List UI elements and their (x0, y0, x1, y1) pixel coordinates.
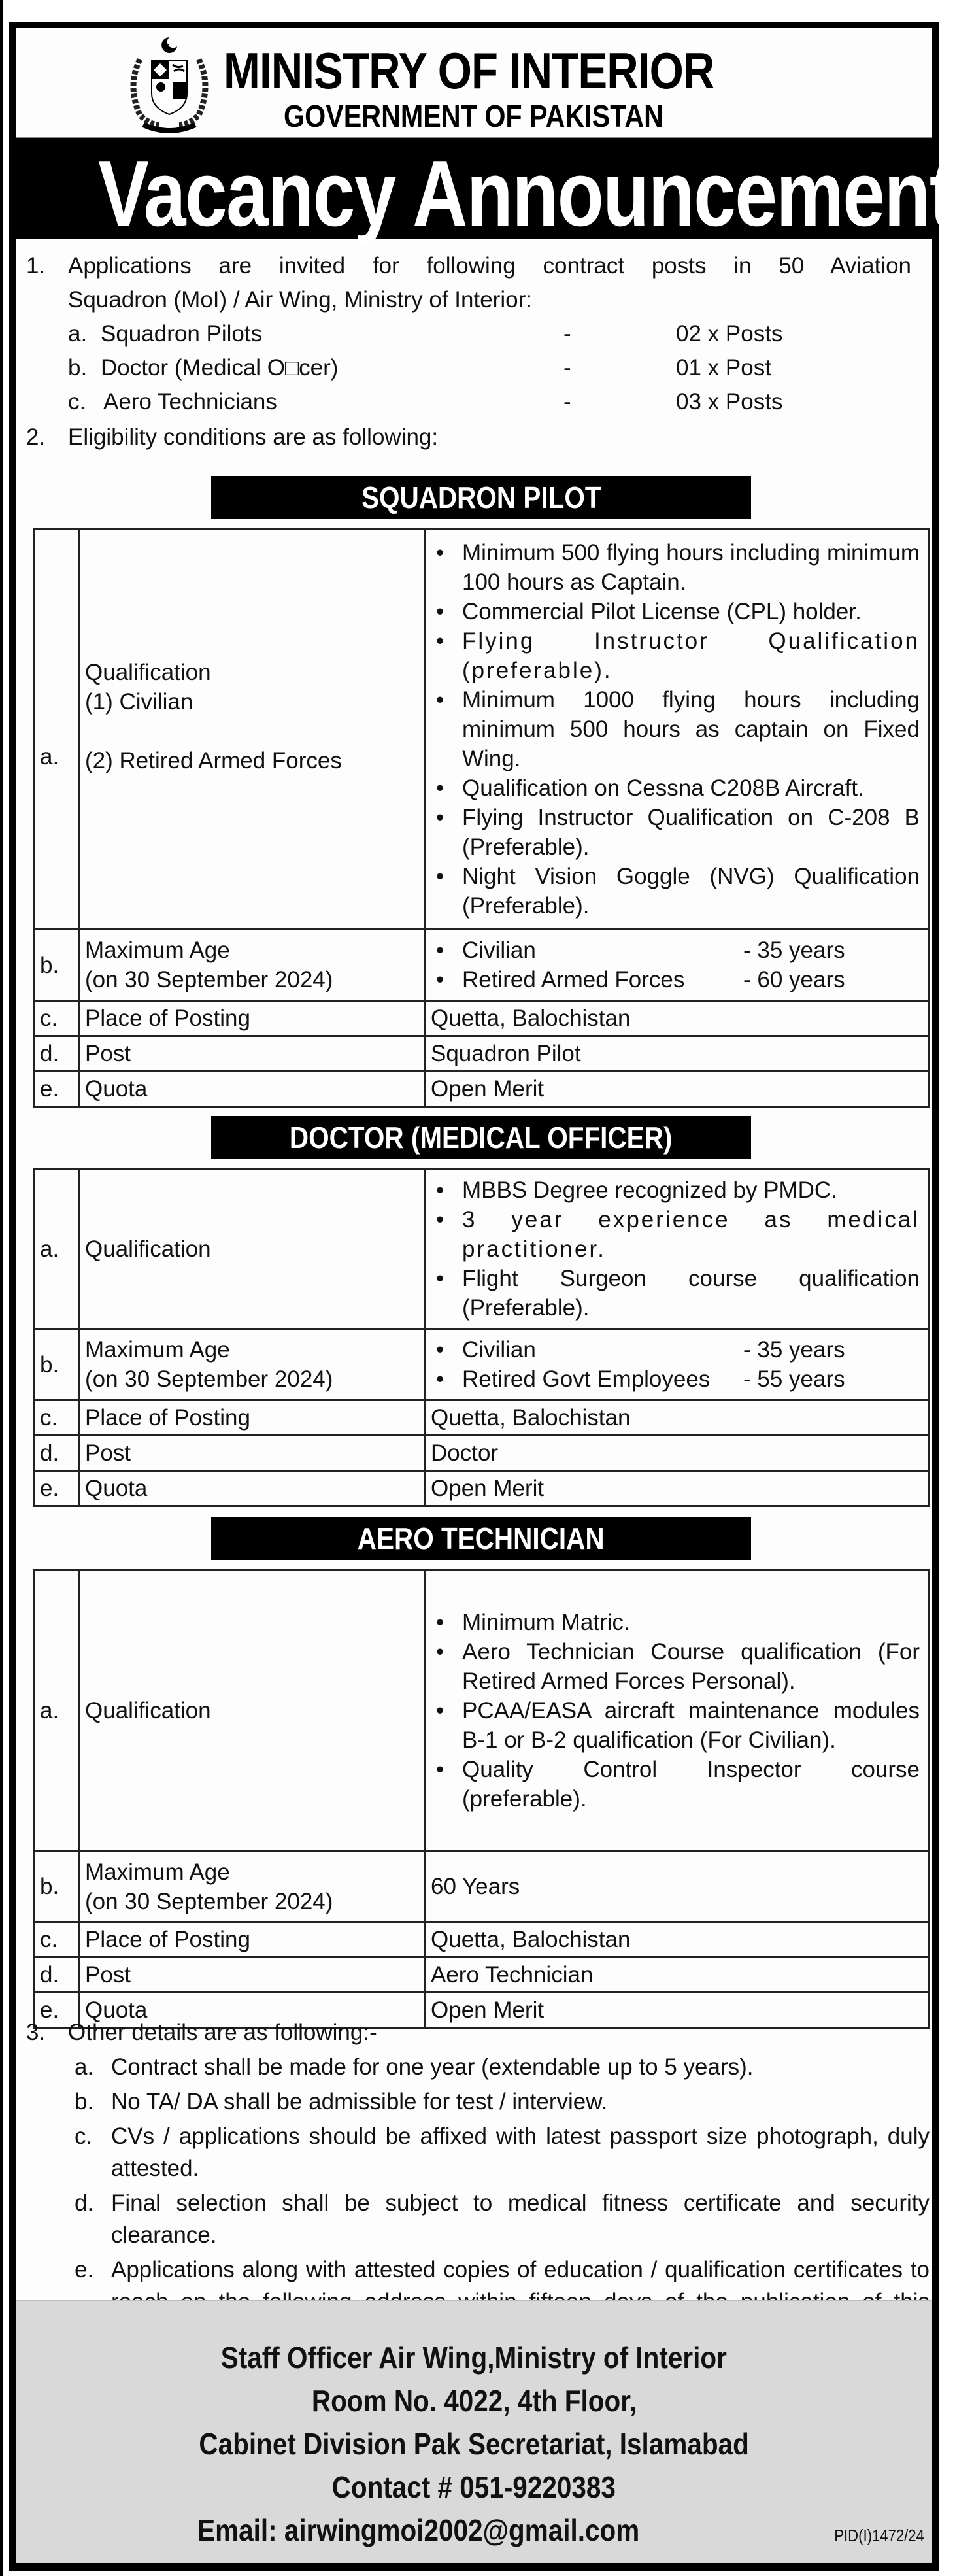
row-label: Quota (79, 1993, 425, 2028)
table-row (34, 1436, 929, 1471)
row-label (79, 930, 425, 1001)
age-category: • Civilian (462, 938, 536, 963)
row-value: Doctor (425, 1436, 929, 1471)
row-letter: e. (34, 1471, 79, 1506)
pid-reference: PID(I)1472/24 (834, 2526, 924, 2545)
para-2-number: 2. (26, 424, 46, 450)
item-text: Applications along with attested copies of education / qualification certificates to (111, 2257, 930, 2282)
list-item (33, 2086, 930, 2118)
list-item: • Night Vision Goggle (NVG) Qualification (Preferable). (431, 862, 920, 921)
row-letter: c. (34, 1001, 79, 1036)
para-2-text: Eligibility conditions are as following: (68, 424, 439, 450)
section-title: AERO TECHNICIAN (358, 1521, 605, 1555)
age-limit: - 55 years (743, 1366, 845, 1392)
section-header-squadron-pilot (211, 476, 751, 519)
list-item: • Minimum 500 flying hours including minimum 100 hours as Captain. (431, 538, 920, 597)
advertisement-frame (9, 22, 954, 2571)
government-subtitle: GOVERNMENT OF PAKISTAN (284, 99, 663, 134)
post-letter: a. (68, 321, 88, 347)
row-label: Place of Posting (79, 1001, 425, 1036)
table-row (34, 1329, 929, 1400)
label-line: (on 30 September 2024) (85, 1888, 333, 1914)
table-row (34, 1400, 929, 1436)
age-list (431, 1335, 920, 1394)
section-header-aero-technician (211, 1517, 751, 1560)
list-item: • Flight Surgeon course qualification (Preferable). (431, 1264, 920, 1323)
row-letter: c. (34, 1400, 79, 1436)
page-edge-line (0, 0, 3, 2576)
table-row (34, 530, 929, 930)
row-letter: d. (34, 1957, 79, 1993)
row-value (425, 530, 929, 930)
row-value: Quetta, Balochistan (425, 1922, 929, 1957)
row-value: Quetta, Balochistan (425, 1001, 929, 1036)
item-letter: c. (75, 2124, 93, 2149)
age-category: • Civilian (462, 1337, 536, 1363)
contact-email (16, 2512, 932, 2549)
vacancy-title: Vacancy Announcement (98, 142, 954, 246)
address-line (16, 2382, 932, 2419)
row-letter: b. (34, 930, 79, 1001)
row-label: Place of Posting (79, 1400, 425, 1436)
para-1-line-1: Applications are invited for following contract posts in 50 Aviation (68, 253, 911, 279)
list-item: • Flying Instructor Qualification (preferable). (431, 626, 920, 685)
list-item: • Minimum Matric. (431, 1608, 920, 1637)
contact-address-box (16, 2300, 932, 2563)
list-item (33, 2187, 930, 2251)
post-dash: - (563, 355, 571, 381)
row-value (425, 1570, 929, 1852)
qualification-list (431, 1176, 920, 1323)
section-title: SQUADRON PILOT (361, 481, 601, 515)
row-value: Open Merit (425, 1993, 929, 2028)
list-item: • PCAA/EASA aircraft maintenance modules B-1 or B-2 qualification (For Civilian). (431, 1696, 920, 1755)
post-count: 02 x Posts (676, 321, 783, 347)
doctor-table (33, 1168, 930, 1507)
row-label: Qualification (79, 1570, 425, 1852)
label-line: Maximum Age (85, 1337, 230, 1363)
label-line: (on 30 September 2024) (85, 967, 333, 992)
section-title: DOCTOR (MEDICAL OFFICER) (290, 1121, 673, 1155)
list-item (33, 2051, 930, 2083)
post-count: 01 x Post (676, 355, 771, 381)
age-category: • Retired Govt Employees (462, 1366, 711, 1392)
post-letter: c. (68, 389, 86, 415)
label-line: (2) Retired Armed Forces (85, 748, 342, 773)
item-letter: b. (75, 2089, 94, 2114)
post-name: Squadron Pilots (101, 321, 263, 347)
row-label: Quota (79, 1471, 425, 1506)
row-letter: e. (34, 1993, 79, 2028)
list-item (33, 2120, 930, 2184)
row-letter: a. (34, 1570, 79, 1852)
address-spacer (16, 2301, 932, 2339)
row-letter: d. (34, 1036, 79, 1072)
para-1-line-2: Squadron (MoI) / Air Wing, Ministry of Interior: (68, 287, 532, 313)
item-text: No TA/ DA shall be admissible for test / interview. (111, 2089, 608, 2114)
row-value (425, 1329, 929, 1400)
post-name: Doctor (Medical O□cer) (101, 355, 339, 381)
contact-phone (16, 2469, 932, 2505)
post-dash: - (563, 321, 571, 347)
age-category: • Retired Armed Forces (462, 967, 685, 992)
address-text: Cabinet Division Pak Secretariat, Islamabad (199, 2427, 749, 2461)
row-label (79, 530, 425, 930)
table-row (34, 1072, 929, 1107)
row-letter: b. (34, 1329, 79, 1400)
post-count: 03 x Posts (676, 389, 783, 415)
ministry-header (16, 28, 932, 138)
row-value: Aero Technician (425, 1957, 929, 1993)
list-item: • 3 year experience as medical practitioner. (431, 1205, 920, 1264)
row-label: Qualification (79, 1170, 425, 1329)
row-label: Quota (79, 1072, 425, 1107)
table-row (34, 1570, 929, 1852)
row-letter: e. (34, 1072, 79, 1107)
state-emblem-icon (120, 33, 218, 138)
squadron-pilot-table (33, 528, 930, 1108)
advertisement-body (16, 28, 954, 2563)
aero-technician-table (33, 1569, 930, 2029)
item-letter: d. (75, 2190, 94, 2216)
row-value: Quetta, Balochistan (425, 1400, 929, 1436)
row-label (79, 1852, 425, 1922)
item-text: CVs / applications should be affixed with latest passport size photograph, duly attested. (111, 2124, 930, 2181)
table-row (34, 1957, 929, 1993)
address-line (16, 2426, 932, 2462)
row-value: Open Merit (425, 1471, 929, 1506)
ministry-title: MINISTRY OF INTERIOR (224, 42, 714, 99)
post-dash: - (563, 389, 571, 415)
list-item: • Commercial Pilot License (CPL) holder. (431, 597, 920, 626)
row-letter: a. (34, 530, 79, 930)
address-text: Staff Officer Air Wing,Ministry of Interior (220, 2341, 728, 2375)
section-header-doctor (211, 1116, 751, 1159)
list-item: • Quality Control Inspector course (preferable). (431, 1755, 920, 1814)
phone-text: Contact # 051-9220383 (331, 2470, 616, 2504)
row-label: Post (79, 1957, 425, 1993)
list-item: • Aero Technician Course qualification (For Retired Armed Forces Personal). (431, 1637, 920, 1696)
label-spacer (85, 717, 418, 746)
table-row (34, 930, 929, 1001)
row-value: 60 Years (425, 1852, 929, 1922)
row-label: Post (79, 1036, 425, 1072)
qualification-list (431, 538, 920, 921)
label-line: Maximum Age (85, 938, 230, 963)
list-item (431, 1335, 920, 1364)
para-1-number: 1. (26, 253, 46, 279)
table-row (34, 1001, 929, 1036)
address-line (16, 2339, 932, 2376)
row-label: Place of Posting (79, 1922, 425, 1957)
row-letter: b. (34, 1852, 79, 1922)
row-value: Squadron Pilot (425, 1036, 929, 1072)
row-letter: d. (34, 1436, 79, 1471)
list-item: • Minimum 1000 flying hours including minimum 500 hours as captain on Fixed Wing. (431, 685, 920, 773)
age-limit: - 35 years (743, 938, 845, 963)
list-item (431, 965, 920, 994)
table-row (34, 1036, 929, 1072)
row-letter: c. (34, 1922, 79, 1957)
row-value (425, 930, 929, 1001)
para-3-number: 3. (26, 2020, 46, 2045)
row-letter: a. (34, 1170, 79, 1329)
list-item: • MBBS Degree recognized by PMDC. (431, 1176, 920, 1205)
item-letter: a. (75, 2054, 94, 2080)
post-letter: b. (68, 355, 88, 381)
label-line: Qualification (85, 660, 211, 685)
list-item: • Flying Instructor Qualification on C-208 B (Preferable). (431, 803, 920, 862)
table-row (34, 1922, 929, 1957)
row-label: Post (79, 1436, 425, 1471)
item-text: Contract shall be made for one year (extendable up to 5 years). (111, 2054, 754, 2080)
age-limit: - 60 years (743, 967, 845, 992)
post-name: Aero Technicians (103, 389, 277, 415)
table-row (34, 1170, 929, 1329)
label-line: (1) Civilian (85, 689, 193, 715)
item-letter: e. (75, 2257, 94, 2282)
age-limit: - 35 years (743, 1337, 845, 1363)
table-row (34, 1471, 929, 1506)
address-text: Room No. 4022, 4th Floor, (311, 2384, 637, 2418)
vacancy-banner (16, 138, 954, 246)
label-line: (on 30 September 2024) (85, 1366, 333, 1392)
para-3-heading: Other details are as following:- (68, 2020, 377, 2045)
age-list (431, 936, 920, 994)
list-item (431, 1364, 920, 1394)
row-value: Open Merit (425, 1072, 929, 1107)
table-row (34, 1852, 929, 1922)
qualification-list (431, 1608, 920, 1814)
email-text[interactable]: Email: airwingmoi2002@gmail.com (197, 2513, 640, 2547)
item-text: Final selection shall be subject to medical fitness certificate and security clearance. (111, 2190, 930, 2248)
list-item: • Qualification on Cessna C208B Aircraft. (431, 773, 920, 803)
row-label (79, 1329, 425, 1400)
row-value (425, 1170, 929, 1329)
label-line: Maximum Age (85, 1859, 230, 1885)
list-item (431, 936, 920, 965)
